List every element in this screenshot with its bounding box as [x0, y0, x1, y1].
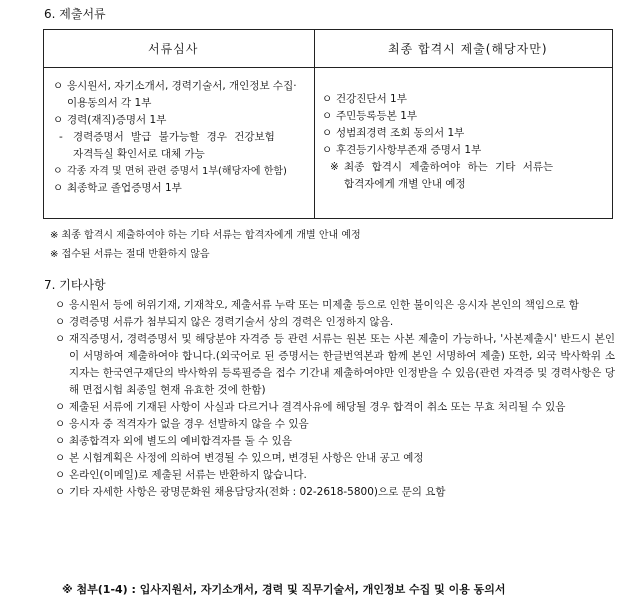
section6-title: 6. 제출서류	[44, 7, 106, 21]
list-item: - 경력증명서 발급 불가능할 경우 건강보험	[59, 131, 275, 143]
list-item: ㅇ 응시원서, 자기소개서, 경력기술서, 개인정보 수집·	[53, 80, 297, 92]
right-column	[322, 91, 608, 193]
list-item: 이용동의서 각 1부	[67, 97, 152, 109]
list-item: ㅇ 최종합격자 외에 별도의 예비합격자를 둘 수 있음	[55, 435, 292, 447]
section7-list	[55, 297, 615, 501]
list-item: ㅇ 경력증명 서류가 첨부되지 않은 경력기술서 상의 경력은 인정하지 않음.	[55, 316, 394, 328]
header-final-pass: 최종 합격시 제출(해당자만)	[388, 42, 548, 56]
list-item: ㅇ 경력(재직)증명서 1부	[53, 114, 167, 126]
note-other-documents: ※ 최종 합격시 제출하여야 하는 기타 서류는 합격자에게 개별 안내 예정	[50, 230, 361, 241]
list-item: 합격자에게 개별 안내 예정	[344, 178, 466, 190]
list-item: ㅇ 성범죄경력 조회 동의서 1부	[322, 127, 465, 139]
list-item: ㅇ 온라인(이메일)로 제출된 서류는 반환하지 않습니다.	[55, 469, 307, 481]
list-item: ㅇ 응시자 중 적격자가 없을 경우 선발하지 않을 수 있음	[55, 418, 309, 430]
attachment-note: ※ 첨부(1-4) : 입사지원서, 자기소개서, 경력 및 직무기술서, 개인정보 수집 및 이용 동의서	[62, 583, 506, 596]
list-item: ※ 최종 합격시 제출하여야 하는 기타 서류는	[330, 161, 554, 173]
list-item: ㅇ 기타 자세한 사항은 광명문화원 채용담당자(전화 : 02-2618-5800)으로 문의 요함	[55, 486, 446, 498]
table-divider	[314, 30, 315, 218]
list-item: ㅇ 주민등록등본 1부	[322, 110, 418, 122]
list-item: ㅇ 후견등기사항부존재 증명서 1부	[322, 144, 482, 156]
list-item: ㅇ 재직증명서, 경력증명서 및 해당분야 자격증 등 관련 서류는 원본 또는 사본 제출이 가능하나, '사본제출시' 반드시 본인이 서명하여 제출하여야 합니다.(외국어로 된 증명서는 한글번역본과 함께 본인 서명하여 제출) 또한, 외국 박사학위 소지자는 한국연구재단의 박사학위 등록필증을 접수 기간내 제출하여야만 인정받을 수 있음(관련 자격증 및 경력사항은 당해 면접시험 최종일 현재 유효한 것에 한함)	[55, 333, 615, 396]
note-no-return: ※ 접수된 서류는 절대 반환하지 않음	[50, 249, 210, 260]
left-column	[53, 78, 311, 197]
documents-table	[43, 29, 613, 219]
list-item: 자격득실 확인서로 대체 가능	[73, 148, 205, 160]
section7-title: 7. 기타사항	[44, 278, 106, 292]
table-header	[44, 30, 612, 68]
header-document-review: 서류심사	[148, 42, 199, 56]
list-item: ㅇ 본 시험계획은 사정에 의하여 변경될 수 있으며, 변경된 사항은 안내 공고 예정	[55, 452, 424, 464]
list-item: ㅇ 최종학교 졸업증명서 1부	[53, 182, 182, 194]
list-item: ㅇ 건강진단서 1부	[322, 93, 407, 105]
list-item: ㅇ 각종 자격 및 면허 관련 증명서 1부(해당자에 한함)	[53, 166, 287, 177]
list-item: ㅇ 제출된 서류에 기재된 사항이 사실과 다르거나 결격사유에 해당될 경우 합격이 취소 또는 무효 처리될 수 있음	[55, 401, 566, 413]
list-item: ㅇ 응시원서 등에 허위기재, 기재착오, 제출서류 누락 또는 미제출 등으로 인한 불이익은 응시자 본인의 책임으로 함	[55, 299, 579, 311]
